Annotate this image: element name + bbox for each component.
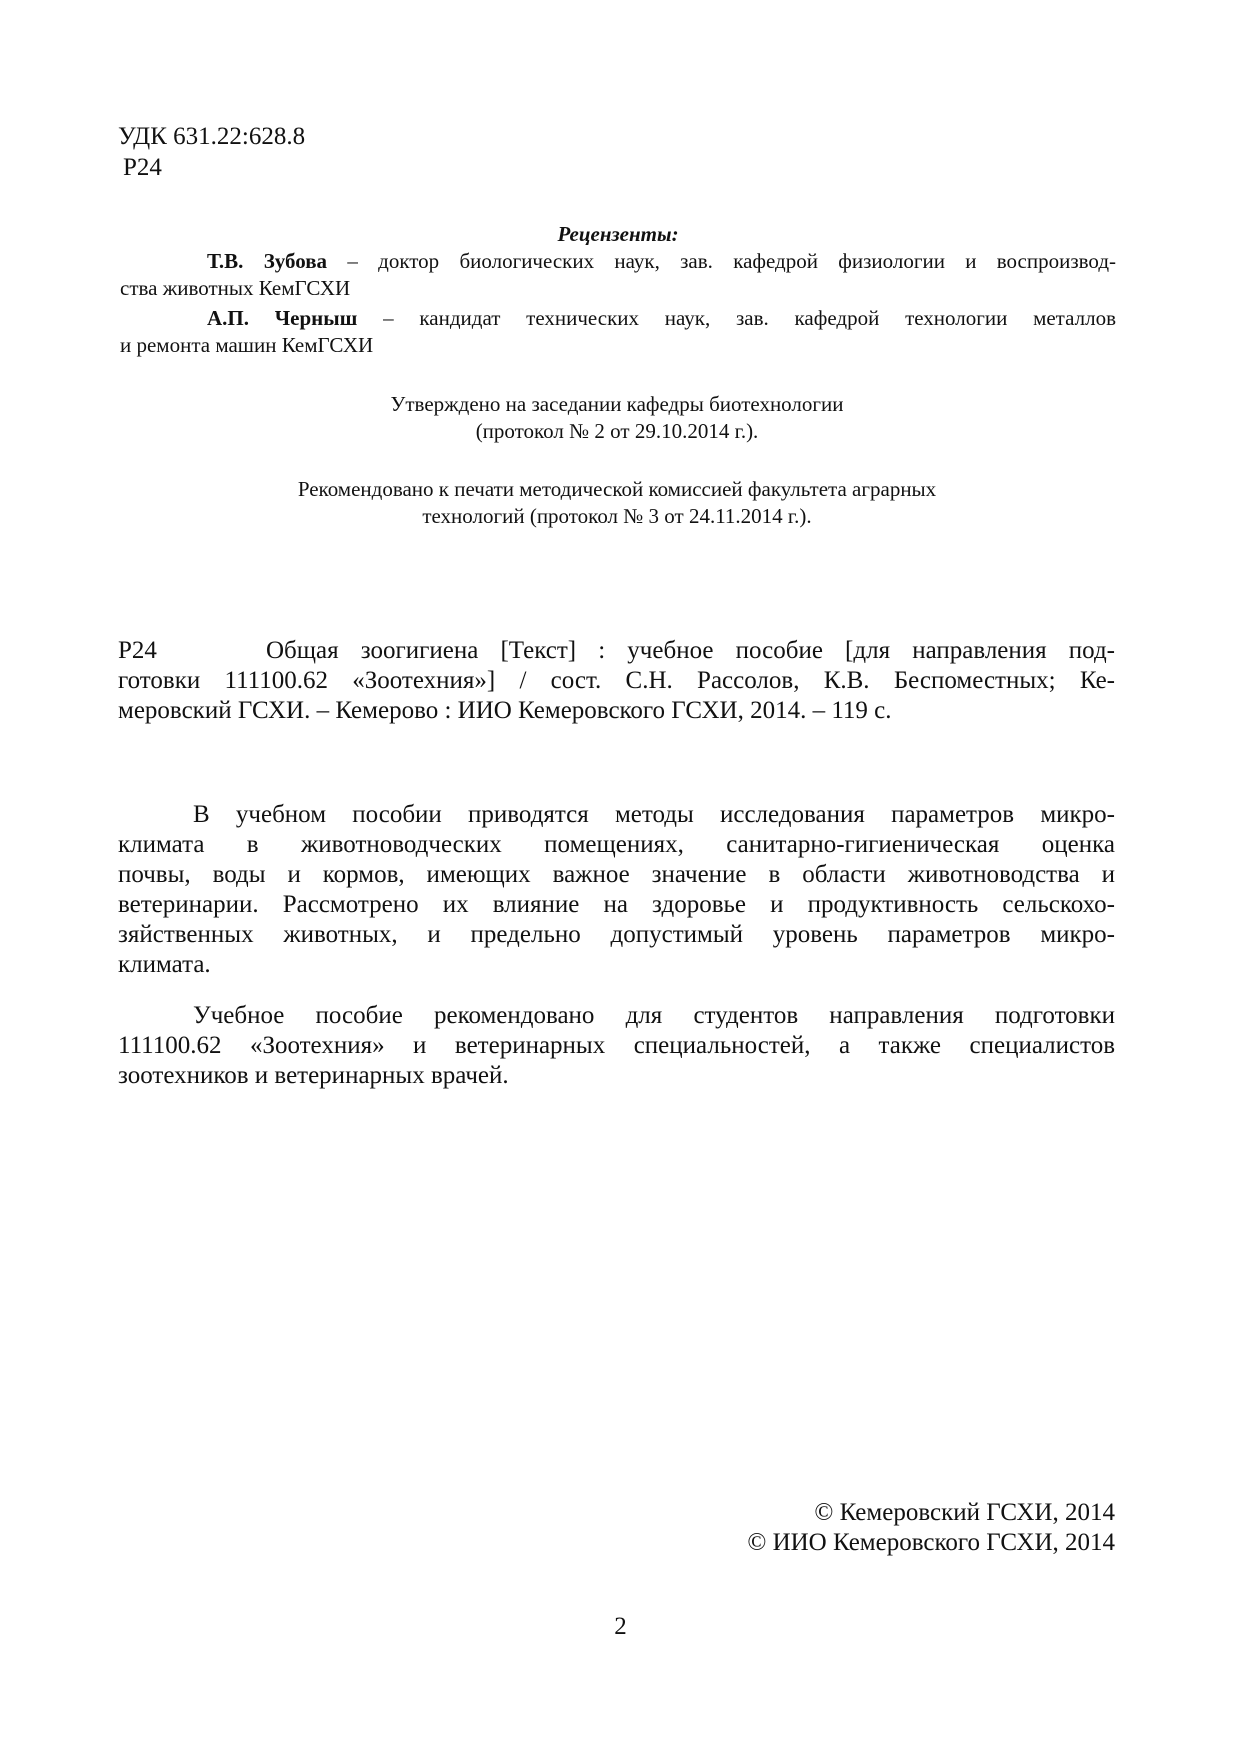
abstract-line: 111100.62 «Зоотехния» и ветеринарных специальностей, а также специалистов [118,1032,1115,1059]
abstract-paragraph-1 [118,800,1115,980]
copyright-line-2: © ИИО Кемеровского ГСХИ, 2014 [747,1529,1115,1556]
bib-title: Общая зоогигиена [Текст] : учебное пособие [для направления под- [266,637,1115,664]
udk-code: УДК 631.22:628.8 [118,123,306,150]
abstract-line: климата в животноводческих помещениях, санитарно-гигиеническая оценка [118,831,1115,858]
reviewer-1-name: Т.В. Зубова [207,249,328,273]
page-number: 2 [614,1613,627,1640]
bib-line-1 [118,636,1115,666]
recommendation-line-2: технологий (протокол № 3 от 24.11.2014 г.). [422,504,812,528]
copyright-line-1: © Кемеровский ГСХИ, 2014 [814,1499,1115,1526]
abstract-paragraph-2 [118,1001,1115,1091]
approval-note [200,391,1034,445]
reviewers-heading: Рецензенты: [557,222,679,246]
reviewer-1 [120,248,1116,302]
abstract-line: ветеринарии. Рассмотрено их влияние на здоровье и продуктивность сельскохо- [118,891,1115,918]
abstract-line: почвы, воды и кормов, имеющих важное значение в области животноводства и [118,861,1115,888]
reviewer-1-line-2: ства животных КемГСХИ [120,276,351,300]
recommendation-line-1: Рекомендовано к печати методической комиссией факультета аграрных [297,477,937,501]
reviewer-2-line-2: и ремонта машин КемГСХИ [120,333,374,357]
bib-code: Р24 [118,637,157,664]
recommendation-note [160,476,1074,530]
abstract-line: В учебном пособии приводятся методы исследования параметров микро- [193,801,1115,828]
abstract-line: зяйственных животных, и предельно допустимый уровень параметров микро- [118,921,1115,948]
reviewer-2 [120,305,1116,359]
classification-code: Р24 [123,154,162,181]
reviewer-2-line-1: А.П. Черныш – кандидат технических наук, зав. кафедрой технологии металлов [207,306,1117,330]
approval-line-1: Утверждено на заседании кафедры биотехнологии [390,392,844,416]
abstract-line: зоотехников и ветеринарных врачей. [118,1062,509,1089]
bib-line-2: готовки 111100.62 «Зоотехния»] / сост. С.Н. Рассолов, К.В. Беспоместных; Ке- [118,667,1115,694]
bibliographic-record [118,636,1115,726]
reviewer-1-line-1: Т.В. Зубова – доктор биологических наук, зав. кафедрой физиологии и воспроизвод- [207,249,1116,273]
approval-line-2: (протокол № 2 от 29.10.2014 г.). [475,419,759,443]
abstract-line: климата. [118,951,211,978]
abstract-line: Учебное пособие рекомендовано для студентов направления подготовки [193,1002,1115,1029]
bib-line-3: меровский ГСХИ. – Кемерово : ИИО Кемеровского ГСХИ, 2014. – 119 с. [118,697,892,724]
copyright-block [560,1498,1115,1558]
reviewer-2-name: А.П. Черныш [207,306,358,330]
